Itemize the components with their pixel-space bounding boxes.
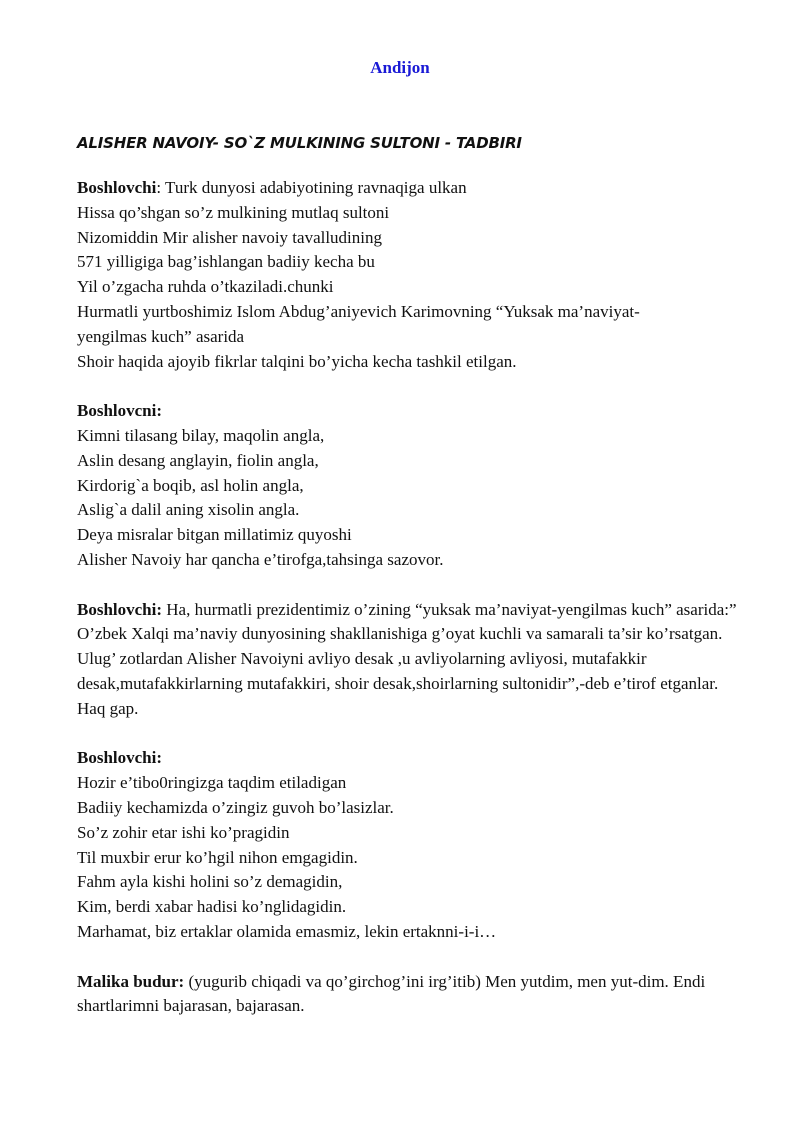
poem-line: Fahm ayla kishi holini so’z demagidin,	[77, 872, 343, 892]
poem-line: Til muxbir erur ko’hgil nihon emgagidin.	[77, 847, 358, 867]
text-line: 571 yilligiga bag’ishlangan badiiy kecha bu	[77, 252, 375, 272]
poem-line: Kim, berdi xabar hadisi ko’nglidagidin.	[77, 897, 347, 917]
paragraph-text: (yugurib chiqadi va qo’girchog’ini irg’itib) Men yutdim, men yut-dim. Endi shartlarimni bajarasan, bajarasan.	[77, 971, 706, 1016]
text-line: Nizomiddin Mir alisher navoiy tavalludining	[77, 227, 383, 247]
poem-line: Aslig`a dalil aning xisolin angla.	[77, 500, 300, 520]
speaker-label: Malika budur:	[77, 971, 185, 991]
poem-line: So’z zohir etar ishi ko’pragidin	[77, 822, 290, 842]
document-body	[77, 176, 742, 1044]
text-line: Hissa qo’shgan so’z mulkining mutlaq sultoni	[77, 202, 390, 222]
paragraph-5	[77, 970, 742, 1020]
line-text: Turk dunyosi adabiyotining ravnaqiga ulkan	[161, 178, 467, 197]
poem-line: Aslin desang anglayin, fiolin angla,	[77, 450, 319, 470]
text-line: yengilmas kuch” asarida	[77, 326, 245, 346]
paragraph-text: Ha, hurmatli prezidentimiz o’zining “yuksak ma’naviyat-yengilmas kuch” asarida:” O’zbek Xalqi ma’naviy dunyosining shakllanishiga g’oyat kuchli va samarali ta’sir ko’rsatgan. Ulug’ zotlardan Alisher Navoiyni avliyo desak ,u avliyolarning avliyosi, mutafakkir desak,mutafakkirlarning mutafakkiri, shoir desak,shoirlarning sultonidir”,-deb e’tirof etganlar. Haq gap.	[77, 599, 737, 718]
speaker-separator: :	[156, 178, 162, 197]
text-line: Hurmatli yurtboshimiz Islom Abdug’aniyevich Karimovning “Yuksak ma’naviyat-	[77, 301, 640, 321]
paragraph-3	[77, 598, 742, 722]
speaker-label: Boshlovchi:	[77, 599, 163, 619]
poem-line: Kirdorig`a boqib, asl holin angla,	[77, 475, 304, 495]
speaker-label: Boshlovchi:	[77, 748, 163, 768]
text-line: Shoir haqida ajoyib fikrlar talqini bo’yicha kecha tashkil etilgan.	[77, 351, 517, 371]
paragraph-4	[77, 746, 742, 944]
poem-line: Kimni tilasang bilay, maqolin angla,	[77, 425, 325, 445]
text-line: Yil o’zgacha ruhda o’tkaziladi.chunki	[77, 277, 334, 297]
text-line: Hozir e’tibo0ringizga taqdim etiladigan	[77, 773, 347, 793]
paragraph-2	[77, 399, 742, 573]
header-city: Andijon	[370, 58, 430, 77]
text-line: Marhamat, biz ertaklar olamida emasmiz, lekin ertaknni-i-i…	[77, 921, 497, 941]
document-title: ALISHER NAVOIY- SO`Z MULKINING SULTONI - TADBIRI	[77, 134, 522, 152]
speaker-label: Boshlovcni:	[77, 401, 163, 421]
text-line: Deya misralar bitgan millatimiz quyoshi	[77, 525, 352, 545]
text-line: Alisher Navoiy har qancha e’tirofga,tahsinga sazovor.	[77, 549, 444, 569]
speaker-label: Boshlovchi	[77, 178, 157, 197]
text-line: Badiiy kechamizda o’zingiz guvoh bo’lasizlar.	[77, 797, 394, 817]
paragraph-1	[77, 176, 742, 374]
paragraph-first-line	[77, 176, 742, 201]
